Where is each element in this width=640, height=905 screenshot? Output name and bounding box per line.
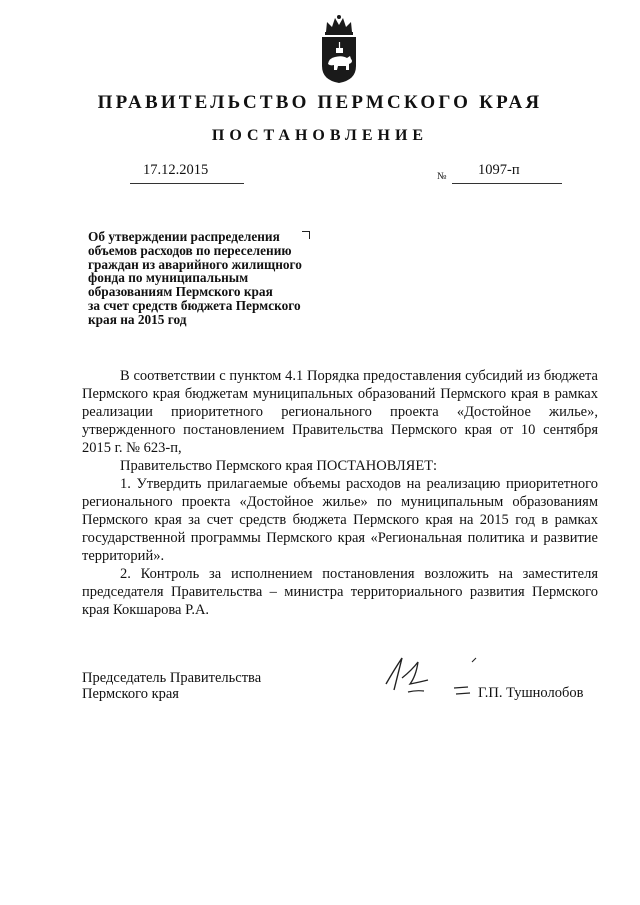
document-type: ПОСТАНОВЛЕНИЕ xyxy=(211,127,429,144)
position-line: Председатель Правительства xyxy=(82,670,262,686)
subject-line: объемов расходов по переселению xyxy=(88,242,292,258)
signatory-position xyxy=(82,671,261,702)
body-paragraph: 2. Контроль за исполнением постановления возложить на заместителя председателя Правительства – министра территориального развития Пермского края Кокшарова Р.А. xyxy=(82,566,598,618)
subject-corner-mark xyxy=(302,231,310,239)
subject-line: образованиям Пермского края xyxy=(88,284,273,300)
position-line: Пермского края xyxy=(82,685,179,702)
subject-line: за счет средств бюджета Пермского xyxy=(88,297,301,313)
document-subject xyxy=(88,230,378,327)
subject-line: граждан из аварийного жилищного xyxy=(88,256,302,272)
subject-line: фонда по муниципальным xyxy=(88,270,249,286)
document-date: 17.12.2015 xyxy=(143,162,209,178)
handwritten-signature xyxy=(372,640,492,710)
body-paragraph: Правительство Пермского края ПОСТАНОВЛЯЕТ: xyxy=(120,458,438,474)
number-sign: № xyxy=(437,171,447,182)
number-underline xyxy=(452,183,562,184)
government-title: ПРАВИТЕЛЬСТВО ПЕРМСКОГО КРАЯ xyxy=(97,92,543,113)
signatory-name: Г.П. Тушнолобов xyxy=(478,685,584,701)
document-number: 1097-п xyxy=(478,162,520,178)
document-body xyxy=(82,367,598,619)
subject-line: края на 2015 год xyxy=(88,311,187,327)
date-underline xyxy=(130,183,244,184)
body-paragraph: 1. Утвердить прилагаемые объемы расходов на реализацию приоритетного регионального проекта «Достойное жилье» по муниципальным образованиям Пермского края за счет средств бюджета Пермского края на 2015 год в рамках государственной программы Пермского края «Региональная политика и развитие территорий». xyxy=(82,476,598,564)
body-paragraph: В соответствии с пунктом 4.1 Порядка предоставления субсидий из бюджета Пермского края бюджетам муниципальных образований Пермского края в рамках реализации приоритетного регионального проекта «Достойное жилье», утвержденного постановлением Правительства Пермского края от 10 сентября 2015 г. № 623-п, xyxy=(82,368,598,456)
coat-of-arms-icon xyxy=(318,14,360,84)
subject-line: Об утверждении распределения xyxy=(88,229,280,244)
